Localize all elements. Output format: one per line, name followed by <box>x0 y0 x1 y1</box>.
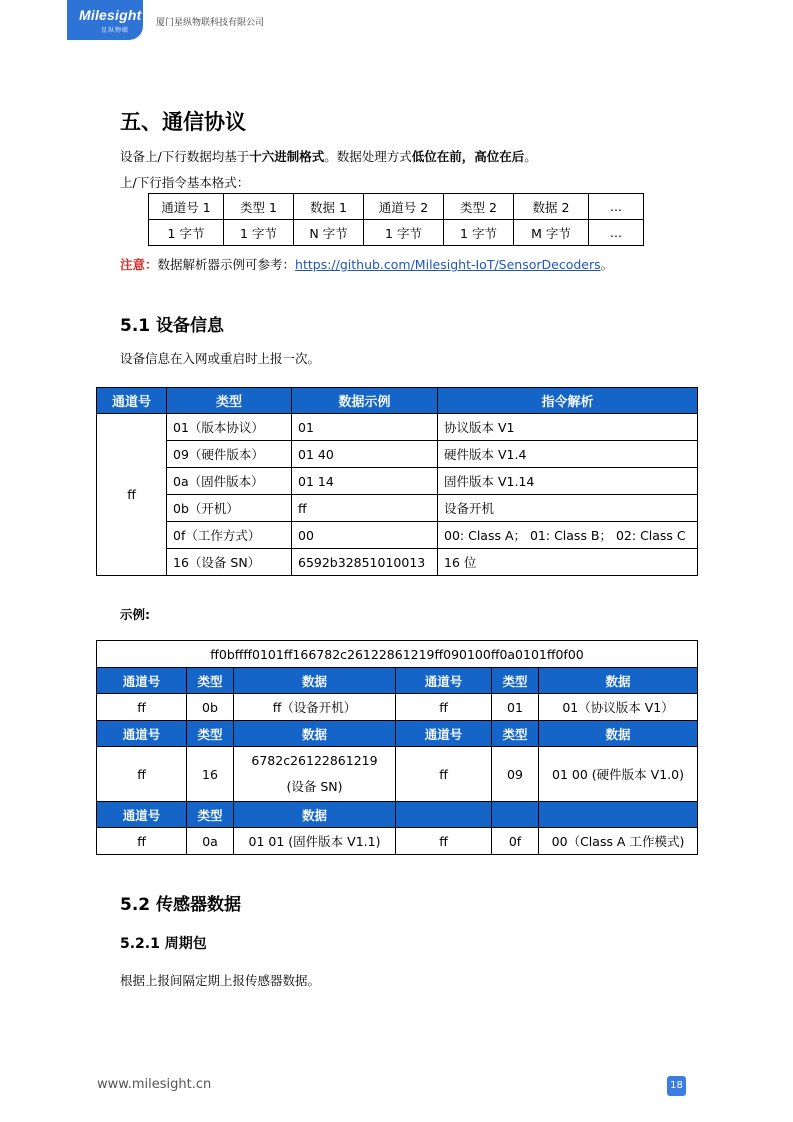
header-type: 类型 <box>167 388 292 414</box>
note-end: 。 <box>600 257 614 272</box>
table-row <box>97 522 698 549</box>
section-5-1-title: 5.1 设备信息 <box>120 316 225 336</box>
example-cell: ff <box>396 694 492 721</box>
example-header-row <box>97 668 698 694</box>
example-cell: 09 <box>492 747 539 802</box>
intro-byte-order: 低位在前，高位在后 <box>411 149 525 164</box>
sn-value: 6782c26122861219 <box>251 753 378 768</box>
header-data: 数据 <box>234 668 396 694</box>
example-cell: 01（协议版本 V1） <box>539 694 698 721</box>
format-cell: 1 字节 <box>444 220 514 246</box>
data-cell: 6592b32851010013 <box>292 549 438 576</box>
section-5-2-1-title: 5.2.1 周期包 <box>120 936 207 952</box>
header-data: 数据 <box>539 721 698 747</box>
header-type: 类型 <box>187 721 234 747</box>
data-cell: ff <box>292 495 438 522</box>
header-data: 数据 <box>539 668 698 694</box>
header-empty <box>396 802 492 828</box>
data-cell: 01 40 <box>292 441 438 468</box>
format-cell: 通道号 2 <box>364 194 444 220</box>
format-label: 上/下行指令基本格式： <box>120 175 250 190</box>
format-cell: 类型 1 <box>224 194 294 220</box>
example-cell: 16 <box>187 747 234 802</box>
section-title: 五、通信协议 <box>120 110 246 134</box>
desc-cell: 协议版本 V1 <box>438 414 698 441</box>
format-cell: 1 字节 <box>364 220 444 246</box>
table-row <box>97 441 698 468</box>
note-text: 数据解析器示例可参考： <box>157 257 296 272</box>
example-cell: ff（设备开机） <box>234 694 396 721</box>
data-cell: 00 <box>292 522 438 549</box>
example-header-row <box>97 721 698 747</box>
intro-part: 设备上/下行数据均基于 <box>120 149 250 164</box>
format-row <box>149 220 644 246</box>
company-name: 厦门星纵物联科技有限公司 <box>156 18 265 28</box>
example-cell: 01 00 (硬件版本 V1.0) <box>539 747 698 802</box>
example-cell: ff <box>97 747 187 802</box>
type-cell: 0b（开机） <box>167 495 292 522</box>
intro-part: 。数据处理方式 <box>324 149 412 164</box>
format-cell: ... <box>589 194 644 220</box>
payload-cell: ff0bffff0101ff166782c26122861219ff090100ff0a0101ff0f00 <box>97 641 698 668</box>
type-cell: 16（设备 SN） <box>167 549 292 576</box>
example-cell: 01 <box>492 694 539 721</box>
header-channel: 通道号 <box>396 668 492 694</box>
type-cell: 0a（固件版本） <box>167 468 292 495</box>
footer-url: www.milesight.cn <box>97 1077 212 1092</box>
example-row <box>97 828 698 855</box>
header-type: 类型 <box>492 721 539 747</box>
format-cell: N 字节 <box>294 220 364 246</box>
header-channel: 通道号 <box>97 668 187 694</box>
example-label: 示例: <box>120 607 150 622</box>
header-data: 数据 <box>234 802 396 828</box>
example-cell: 0b <box>187 694 234 721</box>
section-5-2-title: 5.2 传感器数据 <box>120 895 242 915</box>
company-logo <box>67 0 143 40</box>
header-data-example: 数据示例 <box>292 388 438 414</box>
header-data: 数据 <box>234 721 396 747</box>
device-info-table <box>96 387 698 576</box>
format-row <box>149 194 644 220</box>
example-cell: 0f <box>492 828 539 855</box>
type-cell: 01（版本协议） <box>167 414 292 441</box>
logo-text: Milesight <box>79 7 142 23</box>
example-row <box>97 747 698 802</box>
header-command-desc: 指令解析 <box>438 388 698 414</box>
desc-cell: 固件版本 V1.14 <box>438 468 698 495</box>
data-cell: 01 14 <box>292 468 438 495</box>
format-cell: 1 字节 <box>149 220 224 246</box>
header-channel: 通道号 <box>97 721 187 747</box>
example-header-row <box>97 802 698 828</box>
format-cell: 类型 2 <box>444 194 514 220</box>
intro-part: 。 <box>524 149 537 164</box>
desc-cell: 00: Class A； 01: Class B； 02: Class C <box>438 522 698 549</box>
format-cell: 1 字节 <box>224 220 294 246</box>
table-row <box>97 468 698 495</box>
note-label: 注意： <box>120 257 158 272</box>
example-cell: ff <box>97 694 187 721</box>
desc-cell: 硬件版本 V1.4 <box>438 441 698 468</box>
format-cell: M 字节 <box>514 220 589 246</box>
example-cell: 01 01 (固件版本 V1.1) <box>234 828 396 855</box>
format-table <box>148 193 644 246</box>
type-cell: 0f（工作方式） <box>167 522 292 549</box>
header-channel: 通道号 <box>97 802 187 828</box>
table-row <box>97 414 698 441</box>
table-header-row <box>97 388 698 414</box>
table-row <box>97 549 698 576</box>
example-cell: 0a <box>187 828 234 855</box>
header-channel: 通道号 <box>97 388 167 414</box>
example-table <box>96 640 698 855</box>
header-type: 类型 <box>187 668 234 694</box>
example-cell: ff <box>396 747 492 802</box>
format-cell: ... <box>589 220 644 246</box>
logo-subtext: 星纵物联 <box>101 27 130 34</box>
note-paragraph <box>120 255 613 273</box>
format-cell: 通道号 1 <box>149 194 224 220</box>
header-empty <box>539 802 698 828</box>
decoder-link[interactable]: https://github.com/Milesight-IoT/SensorDecoders <box>295 257 601 272</box>
intro-hex-format: 十六进制格式 <box>249 149 325 164</box>
header-empty <box>492 802 539 828</box>
header-type: 类型 <box>492 668 539 694</box>
format-cell: 数据 2 <box>514 194 589 220</box>
example-cell-sn <box>234 747 396 802</box>
section-5-2-1-desc: 根据上报间隔定期上报传感器数据。 <box>120 973 321 988</box>
channel-cell: ff <box>97 414 167 576</box>
intro-paragraph <box>120 147 537 165</box>
data-cell: 01 <box>292 414 438 441</box>
header-channel: 通道号 <box>396 721 492 747</box>
example-cell: ff <box>396 828 492 855</box>
format-cell: 数据 1 <box>294 194 364 220</box>
desc-cell: 设备开机 <box>438 495 698 522</box>
sn-label: (设备 SN) <box>286 779 343 794</box>
example-row <box>97 694 698 721</box>
page-number: 18 <box>667 1076 686 1096</box>
type-cell: 09（硬件版本） <box>167 441 292 468</box>
desc-cell: 16 位 <box>438 549 698 576</box>
payload-row <box>97 641 698 668</box>
header-type: 类型 <box>187 802 234 828</box>
table-row <box>97 495 698 522</box>
example-cell: 00（Class A 工作模式) <box>539 828 698 855</box>
section-5-1-desc: 设备信息在入网或重启时上报一次。 <box>120 351 321 366</box>
example-cell: ff <box>97 828 187 855</box>
